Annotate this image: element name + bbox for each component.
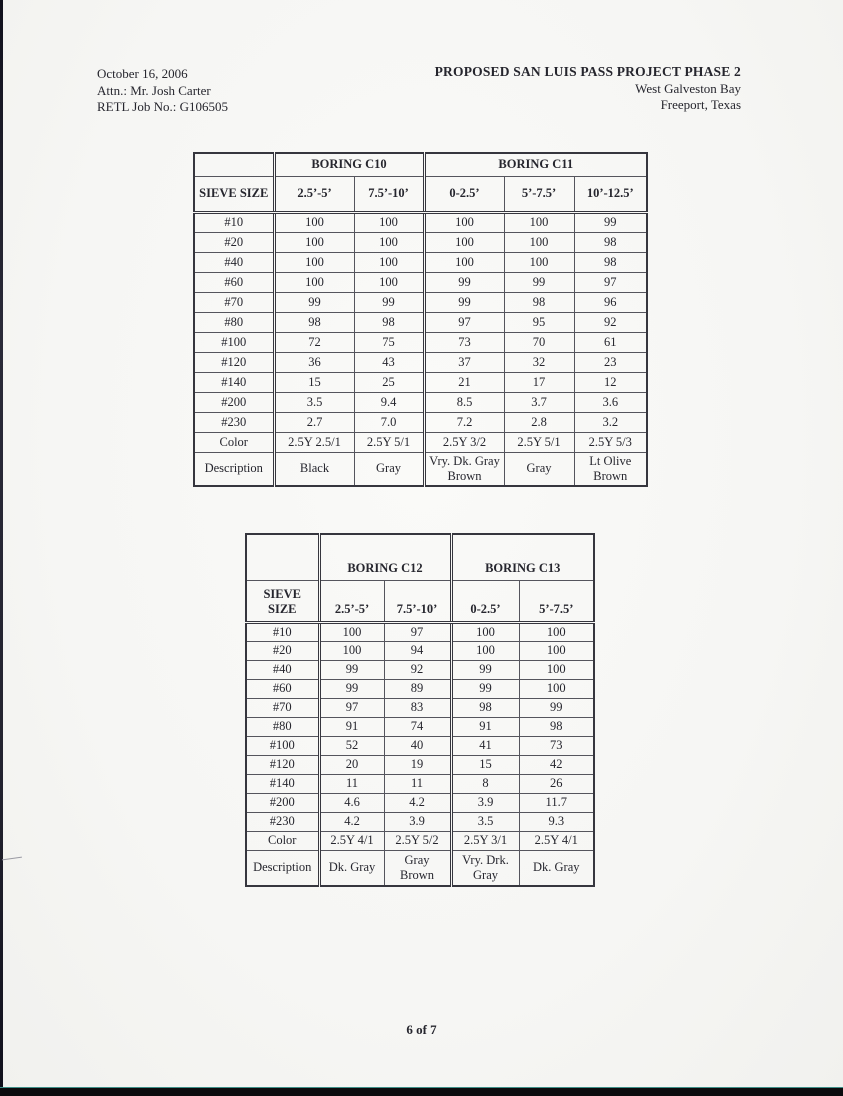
scan-scratch-artifact [2, 857, 22, 861]
soil-description-value: Gray Brown [384, 850, 451, 886]
scan-left-edge-artifact [0, 0, 3, 1096]
sieve-label: #80 [246, 717, 319, 736]
soil-description-value: Dk. Gray [319, 850, 384, 886]
depth-interval-header: 2.5’-5’ [274, 176, 354, 212]
percent-passing-value: 100 [519, 660, 594, 679]
sieve-row [194, 252, 647, 272]
sieve-row [246, 736, 594, 755]
munsell-color-value: 2.5Y 4/1 [519, 831, 594, 850]
percent-passing-value: 100 [451, 641, 519, 660]
project-title: PROPOSED SAN LUIS PASS PROJECT PHASE 2 [434, 64, 741, 79]
percent-passing-value: 100 [519, 622, 594, 641]
sieve-label: #140 [194, 372, 274, 392]
percent-passing-value: 7.2 [424, 412, 504, 432]
sieve-label: #230 [246, 812, 319, 831]
sieve-size-header: SIEVE SIZE [246, 580, 319, 622]
sieve-label: #20 [246, 641, 319, 660]
sieve-row [246, 812, 594, 831]
color-row-label: Color [194, 432, 274, 452]
sieve-row [246, 717, 594, 736]
boring-group-header: BORING C11 [424, 153, 647, 176]
boring-group-header: BORING C13 [451, 534, 594, 580]
percent-passing-value: 37 [424, 352, 504, 372]
soil-description-value: Gray [504, 452, 574, 486]
munsell-color-value: 2.5Y 2.5/1 [274, 432, 354, 452]
sieve-label: #60 [194, 272, 274, 292]
percent-passing-value: 99 [574, 212, 647, 232]
percent-passing-value: 99 [451, 679, 519, 698]
sieve-label: #120 [194, 352, 274, 372]
header-date: October 16, 2006 [97, 66, 188, 81]
sieve-size-header: SIEVE SIZE [194, 176, 274, 212]
percent-passing-value: 99 [424, 292, 504, 312]
project-location-bay: West Galveston Bay [635, 80, 741, 96]
percent-passing-value: 91 [451, 717, 519, 736]
munsell-color-value: 2.5Y 4/1 [319, 831, 384, 850]
color-row [194, 432, 647, 452]
color-row-label: Color [246, 831, 319, 850]
project-header-right [435, 64, 741, 114]
percent-passing-value: 9.4 [354, 392, 424, 412]
percent-passing-value: 100 [424, 212, 504, 232]
sieve-row [194, 372, 647, 392]
soil-description-value: Vry. Dk. Gray Brown [424, 452, 504, 486]
sieve-row [194, 212, 647, 232]
percent-passing-value: 98 [519, 717, 594, 736]
sieve-label: #40 [194, 252, 274, 272]
corner-cell [194, 153, 274, 176]
soil-description-value: Black [274, 452, 354, 486]
percent-passing-value: 100 [354, 232, 424, 252]
percent-passing-value: 100 [354, 252, 424, 272]
percent-passing-value: 72 [274, 332, 354, 352]
sieve-row [194, 352, 647, 372]
sieve-label: #100 [246, 736, 319, 755]
color-row [246, 831, 594, 850]
description-row-label: Description [194, 452, 274, 486]
percent-passing-value: 15 [451, 755, 519, 774]
soil-description-value: Lt Olive Brown [574, 452, 647, 486]
percent-passing-value: 99 [274, 292, 354, 312]
munsell-color-value: 2.5Y 3/2 [424, 432, 504, 452]
percent-passing-value: 99 [424, 272, 504, 292]
header-job-number: RETL Job No.: G106505 [97, 99, 228, 114]
sieve-label: #10 [194, 212, 274, 232]
percent-passing-value: 36 [274, 352, 354, 372]
percent-passing-value: 70 [504, 332, 574, 352]
percent-passing-value: 100 [319, 641, 384, 660]
percent-passing-value: 4.2 [319, 812, 384, 831]
description-row [246, 850, 594, 886]
soil-description-value: Vry. Drk. Gray [451, 850, 519, 886]
sieve-row [194, 412, 647, 432]
corner-cell [246, 534, 319, 580]
percent-passing-value: 100 [424, 232, 504, 252]
percent-passing-value: 98 [504, 292, 574, 312]
percent-passing-value: 100 [274, 212, 354, 232]
percent-passing-value: 92 [574, 312, 647, 332]
percent-passing-value: 99 [451, 660, 519, 679]
sieve-row [194, 272, 647, 292]
sieve-row [246, 698, 594, 717]
description-row [194, 452, 647, 486]
sieve-label: #40 [246, 660, 319, 679]
percent-passing-value: 42 [519, 755, 594, 774]
percent-passing-value: 19 [384, 755, 451, 774]
percent-passing-value: 99 [319, 660, 384, 679]
depth-interval-header: 7.5’-10’ [384, 580, 451, 622]
percent-passing-value: 74 [384, 717, 451, 736]
percent-passing-value: 4.6 [319, 793, 384, 812]
percent-passing-value: 99 [319, 679, 384, 698]
percent-passing-value: 91 [319, 717, 384, 736]
munsell-color-value: 2.5Y 5/2 [384, 831, 451, 850]
munsell-color-value: 2.5Y 5/1 [354, 432, 424, 452]
sieve-label: #200 [246, 793, 319, 812]
sieve-row [246, 660, 594, 679]
percent-passing-value: 3.5 [451, 812, 519, 831]
percent-passing-value: 2.7 [274, 412, 354, 432]
depth-interval-header: 2.5’-5’ [319, 580, 384, 622]
depth-interval-header: 7.5’-10’ [354, 176, 424, 212]
percent-passing-value: 12 [574, 372, 647, 392]
sieve-row [246, 793, 594, 812]
sieve-label: #20 [194, 232, 274, 252]
percent-passing-value: 11.7 [519, 793, 594, 812]
percent-passing-value: 100 [274, 232, 354, 252]
percent-passing-value: 100 [354, 272, 424, 292]
percent-passing-value: 3.9 [451, 793, 519, 812]
percent-passing-value: 100 [519, 641, 594, 660]
sieve-row [194, 332, 647, 352]
percent-passing-value: 97 [384, 622, 451, 641]
percent-passing-value: 3.5 [274, 392, 354, 412]
scan-bottom-edge-artifact [0, 1087, 843, 1096]
percent-passing-value: 100 [451, 622, 519, 641]
depth-interval-header: 0-2.5’ [424, 176, 504, 212]
header-attn: Attn.: Mr. Josh Carter [97, 82, 211, 98]
percent-passing-value: 99 [354, 292, 424, 312]
percent-passing-value: 99 [519, 698, 594, 717]
percent-passing-value: 96 [574, 292, 647, 312]
percent-passing-value: 15 [274, 372, 354, 392]
percent-passing-value: 89 [384, 679, 451, 698]
percent-passing-value: 73 [424, 332, 504, 352]
percent-passing-value: 100 [424, 252, 504, 272]
sieve-label: #80 [194, 312, 274, 332]
sieve-row [246, 679, 594, 698]
munsell-color-value: 2.5Y 5/3 [574, 432, 647, 452]
percent-passing-value: 3.6 [574, 392, 647, 412]
percent-passing-value: 98 [574, 252, 647, 272]
percent-passing-value: 98 [274, 312, 354, 332]
description-row-label: Description [246, 850, 319, 886]
sieve-row [194, 232, 647, 252]
percent-passing-value: 9.3 [519, 812, 594, 831]
soil-description-value: Dk. Gray [519, 850, 594, 886]
depth-interval-header: 5’-7.5’ [504, 176, 574, 212]
percent-passing-value: 97 [319, 698, 384, 717]
sieve-row [246, 622, 594, 641]
sieve-row [194, 292, 647, 312]
percent-passing-value: 23 [574, 352, 647, 372]
page-number: 6 of 7 [406, 1022, 437, 1037]
sieve-row [246, 641, 594, 660]
boring-group-header: BORING C12 [319, 534, 451, 580]
sieve-row [246, 755, 594, 774]
letter-header-left [97, 66, 228, 116]
percent-passing-value: 83 [384, 698, 451, 717]
percent-passing-value: 43 [354, 352, 424, 372]
soil-description-value: Gray [354, 452, 424, 486]
percent-passing-value: 8.5 [424, 392, 504, 412]
sieve-label: #60 [246, 679, 319, 698]
percent-passing-value: 25 [354, 372, 424, 392]
depth-interval-header: 10’-12.5’ [574, 176, 647, 212]
sieve-row [194, 312, 647, 332]
depth-interval-header: 0-2.5’ [451, 580, 519, 622]
percent-passing-value: 98 [574, 232, 647, 252]
percent-passing-value: 2.8 [504, 412, 574, 432]
percent-passing-value: 100 [319, 622, 384, 641]
percent-passing-value: 100 [274, 272, 354, 292]
percent-passing-value: 100 [504, 212, 574, 232]
percent-passing-value: 98 [451, 698, 519, 717]
percent-passing-value: 100 [504, 252, 574, 272]
percent-passing-value: 20 [319, 755, 384, 774]
sieve-label: #140 [246, 774, 319, 793]
percent-passing-value: 52 [319, 736, 384, 755]
sieve-row [194, 392, 647, 412]
percent-passing-value: 11 [384, 774, 451, 793]
percent-passing-value: 97 [574, 272, 647, 292]
munsell-color-value: 2.5Y 5/1 [504, 432, 574, 452]
sieve-label: #10 [246, 622, 319, 641]
munsell-color-value: 2.5Y 3/1 [451, 831, 519, 850]
percent-passing-value: 92 [384, 660, 451, 679]
percent-passing-value: 100 [519, 679, 594, 698]
percent-passing-value: 26 [519, 774, 594, 793]
percent-passing-value: 17 [504, 372, 574, 392]
percent-passing-value: 98 [354, 312, 424, 332]
percent-passing-value: 100 [354, 212, 424, 232]
percent-passing-value: 100 [274, 252, 354, 272]
percent-passing-value: 8 [451, 774, 519, 793]
sieve-row [246, 774, 594, 793]
percent-passing-value: 11 [319, 774, 384, 793]
percent-passing-value: 32 [504, 352, 574, 372]
percent-passing-value: 7.0 [354, 412, 424, 432]
percent-passing-value: 75 [354, 332, 424, 352]
percent-passing-value: 97 [424, 312, 504, 332]
sieve-label: #70 [246, 698, 319, 717]
sieve-label: #200 [194, 392, 274, 412]
boring-group-header: BORING C10 [274, 153, 424, 176]
percent-passing-value: 3.9 [384, 812, 451, 831]
percent-passing-value: 99 [504, 272, 574, 292]
sieve-label: #100 [194, 332, 274, 352]
percent-passing-value: 3.7 [504, 392, 574, 412]
percent-passing-value: 61 [574, 332, 647, 352]
percent-passing-value: 95 [504, 312, 574, 332]
depth-interval-header: 5’-7.5’ [519, 580, 594, 622]
percent-passing-value: 3.2 [574, 412, 647, 432]
sieve-label: #120 [246, 755, 319, 774]
percent-passing-value: 21 [424, 372, 504, 392]
sieve-label: #230 [194, 412, 274, 432]
sieve-table-borings-c10-c11 [193, 152, 648, 487]
percent-passing-value: 94 [384, 641, 451, 660]
sieve-table-borings-c12-c13 [245, 533, 595, 887]
sieve-label: #70 [194, 292, 274, 312]
percent-passing-value: 41 [451, 736, 519, 755]
percent-passing-value: 100 [504, 232, 574, 252]
project-location-city: Freeport, Texas [660, 97, 741, 112]
percent-passing-value: 40 [384, 736, 451, 755]
percent-passing-value: 73 [519, 736, 594, 755]
percent-passing-value: 4.2 [384, 793, 451, 812]
